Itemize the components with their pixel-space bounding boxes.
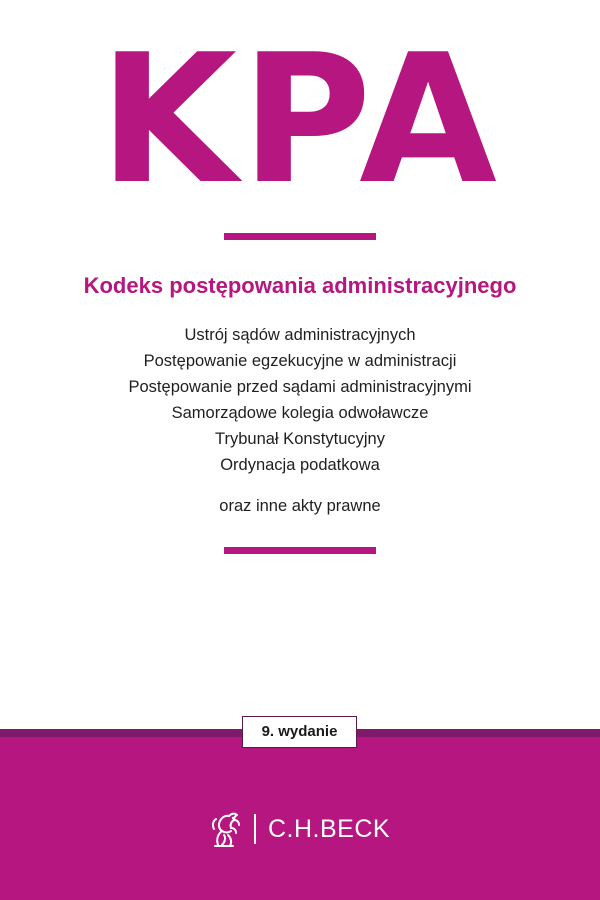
publisher-divider (254, 814, 256, 844)
contents-item: Ustrój sądów administracyjnych (184, 326, 416, 344)
contents-item: Samorządowe kolegia odwoławcze (171, 404, 429, 422)
extra-acts-note: oraz inne akty prawne (219, 497, 381, 515)
contents-item: Ordynacja podatkowa (220, 456, 380, 474)
bottom-divider-rule (224, 547, 376, 554)
contents-item: Postępowanie przed sądami administracyjnymi (128, 378, 472, 396)
griffin-logo-icon (210, 809, 244, 849)
contents-list (0, 322, 600, 478)
cover-subtitle: Kodeks postępowania administracyjnego (83, 273, 517, 298)
contents-item: Trybunał Konstytucyjny (215, 430, 385, 448)
top-divider-rule (224, 233, 376, 240)
publisher-name: C.H.BECK (268, 814, 391, 843)
cover-title: KPA (99, 16, 501, 223)
edition-badge: 9. wydanie (242, 716, 357, 748)
contents-item: Postępowanie egzekucyjne w administracji (143, 352, 457, 370)
publisher-block (210, 808, 390, 850)
